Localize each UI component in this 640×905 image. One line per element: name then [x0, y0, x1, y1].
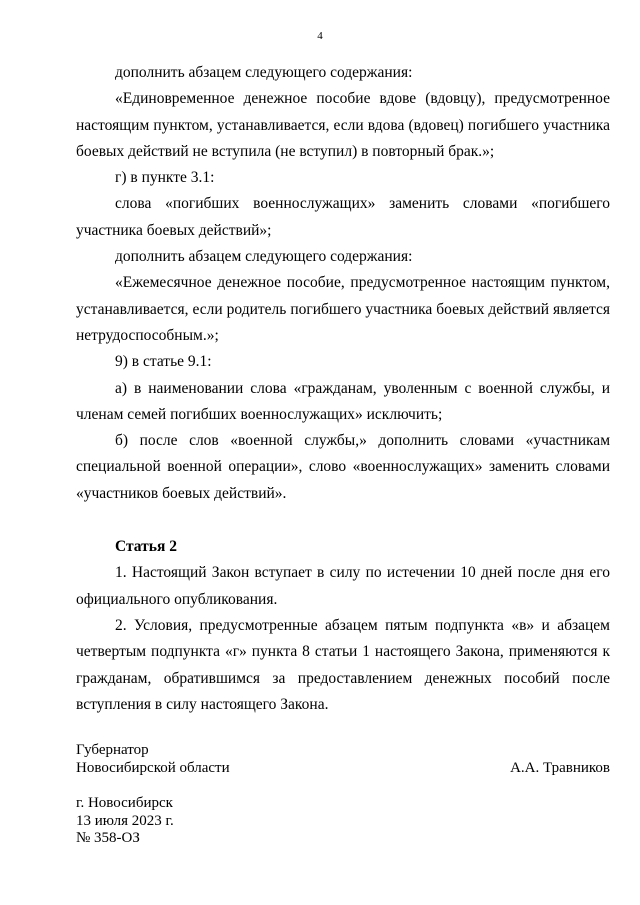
- signatory-position-line1: Губернатор: [76, 742, 149, 758]
- paragraph: дополнить абзацем следующего содержания:: [115, 64, 413, 81]
- city: г. Новосибирск: [76, 795, 173, 811]
- paragraph: «Единовременное денежное пособие вдове (вдовцу), предусмотренное настоящим пунктом, устанавливается, если вдова (вдовец) погибшего участника боевых действий не вступила (не вступил) в повторный брак.»;: [76, 90, 610, 160]
- paragraph: а) в наименовании слова «гражданам, уволенным с военной службы, и членам семей погибших военнослужащих» исключить;: [76, 379, 610, 423]
- paragraph: дополнить абзацем следующего содержания:: [115, 248, 413, 266]
- place-date-block: [76, 795, 174, 848]
- signatory-position-line2: Новосибирской области: [76, 760, 230, 776]
- law-number: № 358-ОЗ: [76, 830, 140, 846]
- section-gap: [76, 507, 610, 534]
- article-item: 2. Условия, предусмотренные абзацем пятым подпункта «в» и абзацем четвертым подпункта «г» пункта 8 статьи 1 настоящего Закона, применяются к гражданам, обратившимся за предоставлением денежных пособий после вступления в силу настоящего Закона.: [76, 616, 610, 713]
- page-number: 4: [317, 30, 323, 42]
- law-text-body: [76, 60, 610, 718]
- signature-block: [76, 741, 610, 777]
- paragraph: 9) в статье 9.1:: [115, 353, 212, 371]
- paragraph: г) в пункте 3.1:: [115, 169, 215, 187]
- date: 13 июля 2023 г.: [76, 812, 174, 829]
- paragraph: «Ежемесячное денежное пособие, предусмотренное настоящим пунктом, устанавливается, если родитель погибшего участника боевых действий является нетрудоспособным.»;: [76, 274, 610, 344]
- paragraph: слова «погибших военнослужащих» заменить словами «погибшего участника боевых действий»;: [76, 195, 610, 239]
- paragraph: б) после слов «военной службы,» дополнить словами «участникам специальной военной операции», слово «военнослужащих» заменить словами «участников боевых действий».: [76, 432, 610, 502]
- article-item: 1. Настоящий Закон вступает в силу по истечении 10 дней после дня его официального опубликования.: [76, 564, 610, 608]
- signatory-name: А.А. Травников: [510, 760, 610, 776]
- article-heading: Статья 2: [115, 538, 177, 556]
- signature-row: [76, 759, 610, 777]
